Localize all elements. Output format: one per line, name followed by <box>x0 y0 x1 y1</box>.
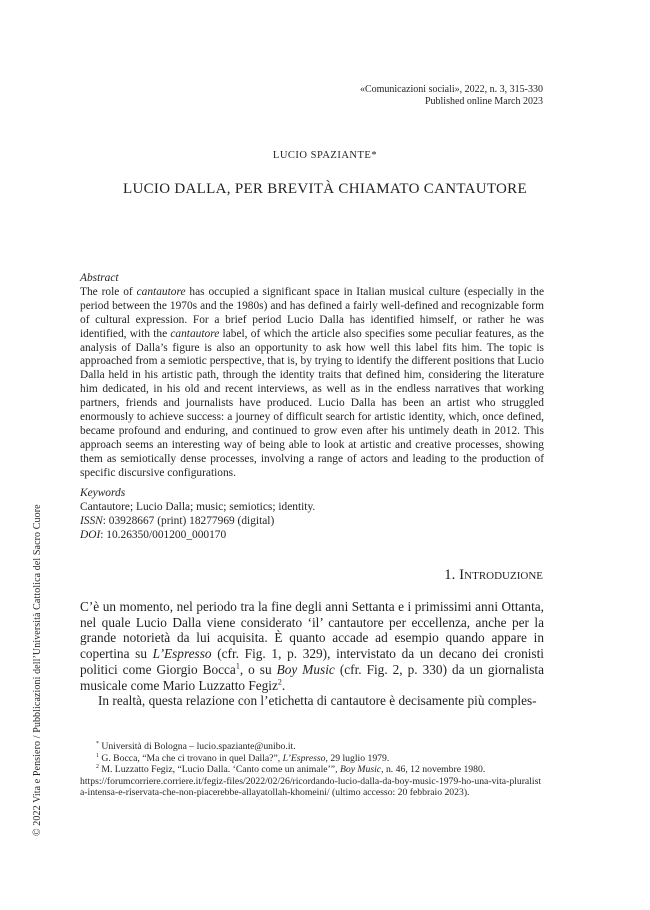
footnote-url[interactable]: https://forumcorriere.corriere.it/fegiz-files/2022/02/26/ricordando-lucio-dalla-da-boy-music-1979-ho-una-vita-pluralista-intensa-e-riservata-che-non-piacerebbe-allayatollah-khomeini/ (ultimo accesso: 20 febbraio 2023). <box>80 775 542 799</box>
section-number: 1. <box>444 567 460 583</box>
footnote-affiliation <box>80 741 544 753</box>
footnote-italic: Boy Music <box>339 764 382 776</box>
body-italic-title: L’Espresso <box>152 646 212 662</box>
section-name: Introduzione <box>459 567 543 583</box>
footnotes <box>80 741 544 799</box>
journal-header <box>360 84 543 108</box>
issn-label: ISSN <box>80 514 103 527</box>
footnote-mark: * <box>96 740 99 747</box>
abstract-label: Abstract <box>80 272 119 284</box>
abstract-text <box>80 286 544 481</box>
footnote-text: Università di Bologna – lucio.spaziante@unibo.it. <box>98 741 296 752</box>
abstract-text-part: label, of which the article also specifies some peculiar features, as the analysis of Dalla’s figure is also an opportunity to ask how well this label fits him. The topic is approached from a semiotic perspective, that is, by trying to identify the different positions that Lucio Dalla held in his artistic path, through the identity traits that defined him, considering the literature him dedicated, in his old and recent interviews, as well as in the endless narratives that working partners, friends and journalists have produced. Lucio Dalla has been an artist who struggled enormously to achieve success: a journey of difficult search for artistic identity, which, once defined, became profound and enduring, and continued to grow even after his untimely death in 2012. This approach seems an interesting way of being able to look at artistic and creative processes, showing them as semiotically dense processes, involving a range of actors and leading to the production of specific discursive configurations. <box>80 327 544 479</box>
keywords-section <box>80 487 544 543</box>
footnote-text: , 29 luglio 1979. <box>325 752 390 764</box>
body-italic-title: Boy Music <box>276 661 335 677</box>
body-text <box>80 599 544 709</box>
body-paragraph <box>80 599 544 693</box>
footnote-mark: 2 <box>96 763 99 770</box>
author-name: LUCIO SPAZIANTE* <box>272 150 378 161</box>
body-text-part: C’è un momento, nel periodo tra la fine degli anni Settanta e i primissimi anni Ottanta, nel quale Lucio Dalla viene considerato ‘il’ cantautore per eccellenza, anche per la grande notorietà da lui acquisita. È quanto accade ad esempio quando appare in copertina su <box>80 599 544 662</box>
abstract-italic-term: cantautore <box>170 327 220 340</box>
body-text-part: . <box>281 677 286 693</box>
keywords-label: Keywords <box>80 487 126 499</box>
issn-value: : 03928667 (print) 18277969 (digital) <box>102 514 275 527</box>
footnote-2 <box>80 764 544 776</box>
footnote-ref[interactable]: 2 <box>277 677 282 687</box>
article-title: LUCIO DALLA, PER BREVITÀ CHIAMATO CANTAUTORE <box>123 181 527 197</box>
abstract-text-part: has occupied a significant space in Italian musical culture (especially in the period between the 1970s and the 1980s) and has defined a fairly well-defined and recognizable form of cultural expression. For a brief period Lucio Dalla has identified himself, or rather he was identified, with the <box>80 285 544 340</box>
abstract-section <box>80 272 544 481</box>
section-heading <box>444 567 543 584</box>
publication-date: Published online March 2023 <box>424 96 543 107</box>
abstract-italic-term: cantautore <box>136 285 186 298</box>
doi-line <box>80 529 544 543</box>
copyright-sidebar: © 2022 Vita e Pensiero / Pubblicazioni dell’Università Cattolica del Sacro Cuore <box>32 504 43 836</box>
footnote-ref[interactable]: 1 <box>235 661 240 671</box>
journal-citation: «Comunicazioni sociali», 2022, n. 3, 315-330 <box>359 84 543 95</box>
footnote-text: , n. 46, 12 novembre 1980. <box>381 764 486 776</box>
footnote-text: G. Bocca, “Ma che ci trovano in quel Dalla?”, <box>98 752 283 764</box>
footnote-1 <box>80 753 544 765</box>
doi-label: DOI <box>80 528 101 541</box>
body-text-part: (cfr. Fig. 1, p. 329), intervistato da un decano dei cronisti politici come Giorgio Bocca <box>80 646 544 677</box>
body-paragraph: In realtà, questa relazione con l’etichetta di cantautore è decisamente più comples- <box>98 693 537 709</box>
footnote-text: M. Luzzatto Fegiz, “Lucio Dalla. ‘Canto come un animale’”, <box>98 764 340 776</box>
footnote-italic: L’Espresso <box>282 752 326 764</box>
footnote-mark: 1 <box>96 752 99 759</box>
doi-value: : 10.26350/001200_000170 <box>100 528 227 541</box>
body-text-part: (cfr. Fig. 2, p. 330) da un giornalista musicale come Mario Luzzatto Fegiz <box>80 661 544 693</box>
body-text-part: , o su <box>239 661 277 677</box>
issn-line <box>80 515 544 529</box>
abstract-text-part: The role of <box>80 285 137 298</box>
keywords-list: Cantautore; Lucio Dalla; music; semiotics; identity. <box>80 500 316 513</box>
